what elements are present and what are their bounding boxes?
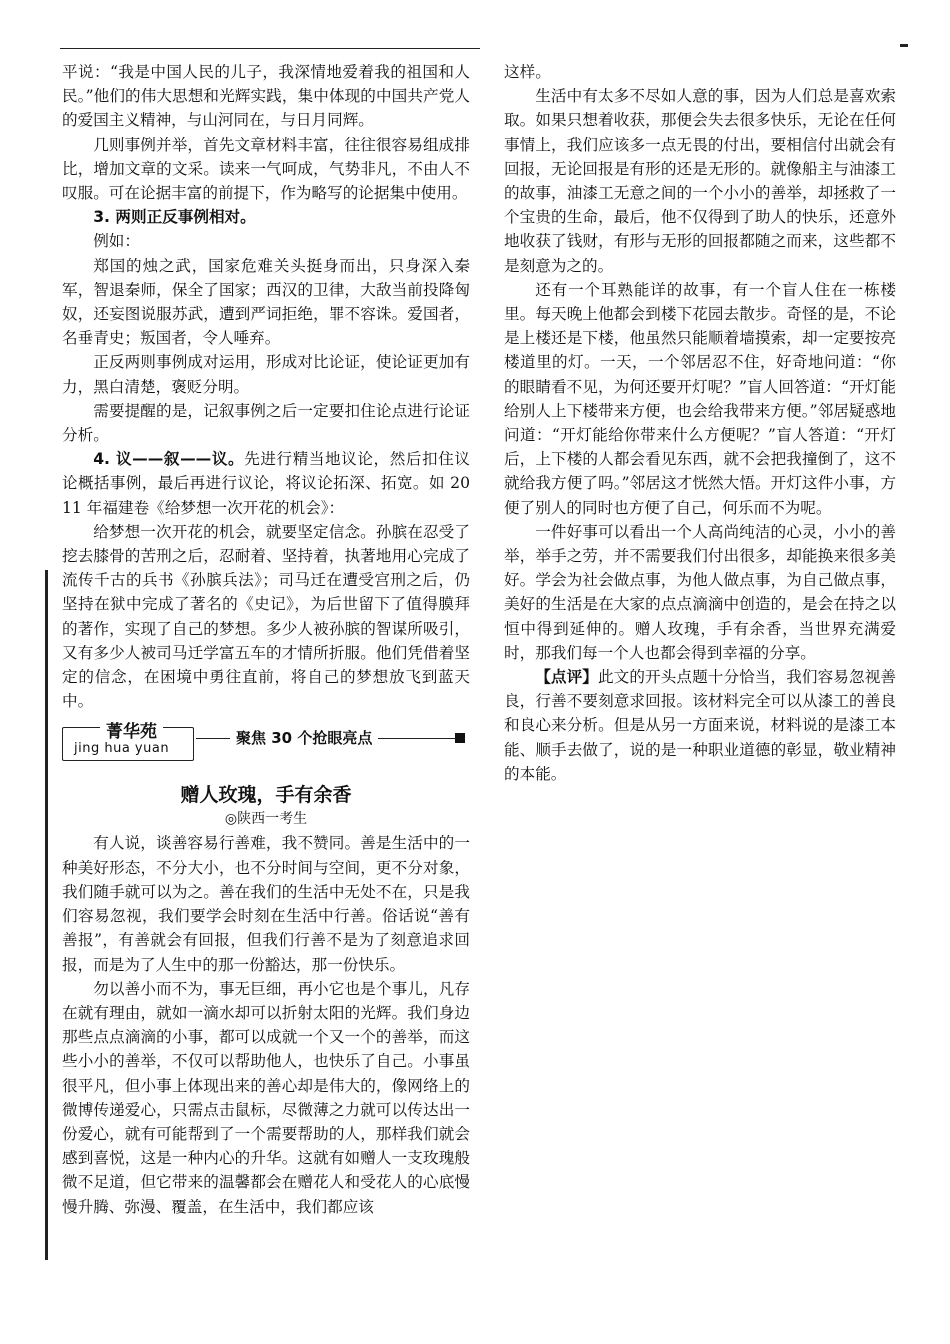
paragraph [62,447,470,520]
essay-paragraph: 还有一个耳熟能详的故事，有一个盲人住在一栋楼里。每天晚上他都会到楼下花园去散步。奇怪的是，不论是上楼还是下楼，他虽然只能顺着墙摸索，却一定要按亮楼道里的灯。一天，一个邻居忍不住，好奇地问道：“你的眼睛看不见，为何还要开灯呢？”盲人回答道：“开灯能给别人上下楼带来方便，也会给我带来方便。”邻居疑惑地问道：“开灯能给你带来什么方便呢？”盲人答道：“开灯后，上下楼的人都会看见东西，就不会把我撞倒了，这不就给我方便了吗。”邻居这才恍然大悟。开灯这件小事，方便了别人的同时也方便了自己，何乐而不为呢。 [504,280,896,517]
paragraph: 平说：“我是中国人民的儿子，我深情地爱着我的祖国和人民。”他们的伟大思想和光辉实践，集中体现的中国共产党人的爱国主义精神，与山河同在，与日月同辉。 [62,63,470,130]
essay-paragraph: 有人说，谈善容易行善难，我不赞同。善是生活中的一种美好形态，不分大小，也不分时间与空间，更不分对象，我们随手就可以为之。善在我们的生活中无处不在，只是我们容易忽视，我们要学会时刻在生活中行善。俗话说“善有善报”，有善就会有回报，但我们行善不是为了刻意追求回报，而是为了人生中的那一份豁达，那一份快乐。 [62,834,470,974]
comment-label: 【点评】 [535,668,598,687]
comment-text: 此文的开头点题十分恰当，我们容易忽视善良，行善不要刻意求回报。该材料完全可以从漆工的善良和良心来分析。但是从另一方面来说，材料说的是漆工本能、顺手去做了，说的是一种职业道德的彰显，敬业精神的本能。 [504,668,896,783]
comment-paragraph [504,665,896,786]
banner-name: 菁华苑 [100,721,163,743]
banner-pinyin: jing hua yuan [74,741,170,757]
essay-title: 赠人玫瑰，手有余香 [180,784,352,807]
section-banner [62,723,470,765]
paragraph: 几则事例并举，首先文章材料丰富，往往很容易组成排比，增加文章的文采。读来一气呵成，气势非凡，不由人不叹服。可在论据丰富的前提下，作为略写的论据集中使用。 [62,135,470,203]
section-heading-inline: 4. 议——叙——议。 [93,450,245,469]
essay-paragraph: 一件好事可以看出一个人高尚纯洁的心灵，小小的善举，举手之劳，并不需要我们付出很多，却能换来很多美好。学会为社会做点事，为他人做点事，为自己做点事，美好的生活是在大家的点点滴滴中创造的，是会在持之以恒中得到延伸的。赠人玫瑰，手有余香，当世界充满爱时，那我们每一个人也都会得到幸福的分享。 [504,522,896,662]
header-rule [60,48,480,49]
banner-end-mark [455,733,465,743]
left-column [62,60,470,1219]
section-heading: 3. 两则正反事例相对。 [93,208,256,227]
essay-author: ◎陕西一考生 [224,811,308,828]
paragraph: 正反两则事例成对运用，形成对比论证，使论证更加有力，黑白清楚，褒贬分明。 [62,353,470,396]
banner-tag: 聚焦 30 个抢眼亮点 [230,727,378,749]
margin-bar [45,570,48,1260]
right-column [504,60,896,786]
essay-paragraph: 生活中有太多不尽如人意的事，因为人们总是喜欢索取。如果只想着收获，那便会失去很多快乐，无论在任何事情上，我们应该多一点无畏的付出，要相信付出就会有回报，无论回报是有形的还是无形的。就像船主与油漆工的故事，油漆工无意之间的一个小小的善举，却拯救了一个宝贵的生命，最后，他不仅得到了助人的快乐，还意外地收获了钱财，有形与无形的回报都随之而来，这些都不是刻意为之的。 [504,87,896,275]
paragraph: 需要提醒的是，记叙事例之后一定要扣住论点进行论证分析。 [62,401,470,445]
example-quote: 给梦想一次开花的机会，就要坚定信念。孙膑在忍受了挖去膝骨的苦刑之后，忍耐着、坚持着，执著地用心完成了流传千古的兵书《孙膑兵法》；司马迁在遭受宫刑之后，仍坚持在狱中完成了著名的《史记》，为后世留下了值得膜拜的著作，实现了自己的梦想。多少人被孙膑的智谋所吸引，又有多少人被司马迁学富五车的才情所折服。他们凭借着坚定的信念，在困境中勇往直前，将自己的梦想放飞到蓝天中。 [62,522,470,711]
header-mark [900,44,908,47]
example-quote: 郑国的烛之武，国家危难关头挺身而出，只身深入秦军，智退秦师，保全了国家；西汉的卫律，大敌当前投降匈奴，还妄图说服苏武，遭到严词拒绝，罪不容诛。爱国者，名垂青史；叛国者，令人唾弃。 [62,256,470,348]
paragraph: 例如： [93,232,140,251]
essay-paragraph: 这样。 [504,63,551,81]
essay-paragraph: 勿以善小而不为，事无巨细，再小它也是个事儿，凡存在就有理由，就如一滴水却可以折射太阳的光辉。我们身边那些点点滴滴的小事，都可以成就一个又一个的善举，而这些小小的善举，不仅可以帮助他人，也快乐了自己。小事虽很平凡，但小事上体现出来的善心却是伟大的，像网络上的微博传递爱心，只需点击鼠标，尽微薄之力就可以传达出一份爱心，就有可能帮到了一个需要帮助的人，那样我们就会感到喜悦，这是一种内心的升华。这就有如赠人一支玫瑰般微不足道，但它带来的温馨都会在赠花人和受花人的心底慢慢升腾、弥漫、覆盖，在生活中，我们都应该 [62,979,470,1216]
paragraph-text: 先进行精当地议论，然后扣住议论概括事例，最后再进行议论，将议论拓深、拓宽。如 2011 年福建卷《给梦想一次开花的机会》： [62,450,470,517]
